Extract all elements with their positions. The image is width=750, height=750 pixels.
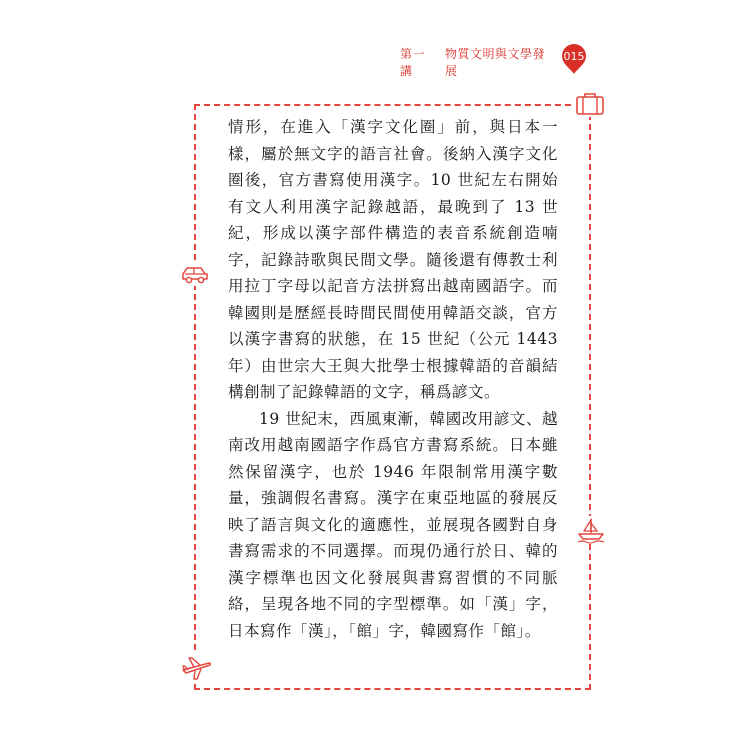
page-number: 015 (563, 50, 585, 63)
suitcase-icon (574, 91, 606, 117)
body-text (228, 114, 558, 644)
car-icon (180, 264, 210, 286)
page-number-badge (558, 44, 590, 76)
paragraph: 情形，在進入「漢字文化圈」前，與日本一樣，屬於無文字的語言社會。後納入漢字文化圈後，官方書寫使用漢字。10 世紀左右開始有文人利用漢字記錄越語，最晚到了 13 世紀，形成以漢字部件構造的表音系統創造喃字，記錄詩歌與民間文學。隨後還有傳教士利用拉丁字母以記音方法拼寫出越南國語字。而韓國則是歷經長時間民間使用韓語交談，官方以漢字書寫的狀態，在 15 世紀（公元 1443 年）由世宗大王與大批學士根據韓語的音韻結構創制了記錄韓語的文字，稱爲諺文。 (228, 118, 558, 401)
ship-icon (576, 516, 606, 544)
chapter-title: 物質文明與文學發展 (445, 47, 546, 78)
airplane-icon (180, 654, 212, 682)
running-header (400, 47, 550, 78)
chapter-label: 第一講 (400, 47, 426, 78)
paragraph: 19 世紀末，西風東漸，韓國改用諺文、越南改用越南國語字作爲官方書寫系統。日本雖然保留漢字，也於 1946 年限制常用漢字數量，強調假名書寫。漢字在東亞地區的發展反映了語言與文化的適應性，並展現各國對自身書寫需求的不同選擇。而現仍通行於日、韓的漢字標準也因文化發展與書寫習慣的不同脈絡，呈現各地不同的字型標準。如「漢」字，日本寫作「漢」，「館」字，韓國寫作「館」。 (228, 409, 558, 640)
